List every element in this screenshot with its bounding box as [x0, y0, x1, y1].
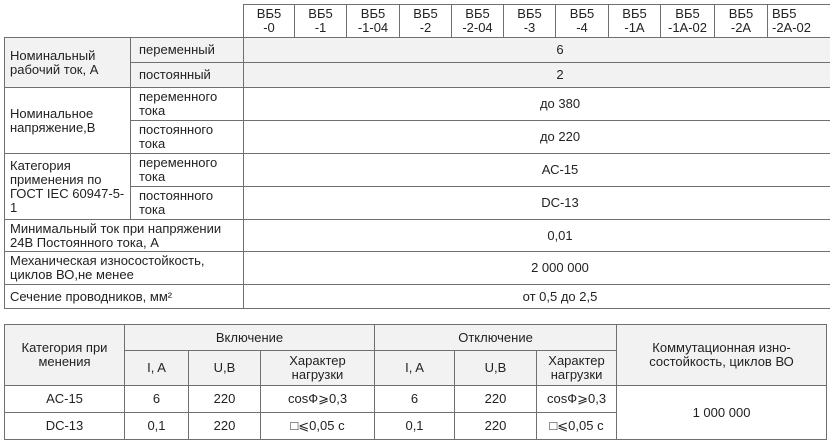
- specifications-table: [4, 4, 830, 309]
- model-header: ВБ5 -0: [244, 5, 295, 38]
- off-load-cell: cosФ⩾0,3: [537, 386, 617, 413]
- on-load-cell: cosФ⩾0,3: [261, 386, 375, 413]
- off-voltage-cell: 220: [455, 413, 537, 440]
- model-header: ВБ5 -2А-02: [768, 5, 830, 38]
- param-value: 2: [244, 63, 830, 88]
- on-voltage-cell: 220: [189, 386, 261, 413]
- sub-label: постоянный: [131, 63, 244, 88]
- sub-label: переменного тока: [131, 88, 244, 121]
- durability-header: Коммутационная изно-состойкость, циклов ВО: [617, 325, 827, 386]
- param-label: Категория применения по ГОСТ IEC 60947-5-1: [5, 154, 131, 220]
- off-voltage-cell: 220: [455, 386, 537, 413]
- category-cell: AC-15: [5, 386, 125, 413]
- param-label: Минимальный ток при напряжении 24В Постоянного тока, А: [5, 220, 244, 252]
- param-label: Номинальный рабочий ток, А: [5, 38, 131, 88]
- param-value: до 380: [244, 88, 830, 121]
- voltage-header: U,B: [189, 351, 261, 386]
- on-load-cell: □⩽0,05 c: [261, 413, 375, 440]
- category-header: Категория при менения: [5, 325, 125, 386]
- off-current-cell: 0,1: [375, 413, 455, 440]
- sub-label: постоянного тока: [131, 187, 244, 220]
- switching-table: [4, 324, 827, 440]
- off-current-cell: 6: [375, 386, 455, 413]
- param-label: Сечение проводников, мм²: [5, 285, 244, 309]
- model-header: ВБ5 -2-04: [452, 5, 504, 38]
- voltage-header: U,B: [455, 351, 537, 386]
- load-header: Характер нагрузки: [537, 351, 617, 386]
- on-header: Включение: [125, 325, 375, 351]
- category-cell: DC-13: [5, 413, 125, 440]
- param-value: АС-15: [244, 154, 830, 187]
- model-header: ВБ5 -1А-02: [661, 5, 715, 38]
- param-value: 6: [244, 38, 830, 63]
- param-label: Механическая износостойкость, циклов ВО,не менее: [5, 252, 244, 285]
- param-value: 2 000 000: [244, 252, 830, 285]
- on-current-cell: 6: [125, 386, 189, 413]
- param-label: Номинальное напряжение,В: [5, 88, 131, 154]
- model-header: ВБ5 -2А: [715, 5, 768, 38]
- current-header: I, A: [125, 351, 189, 386]
- durability-value: 1 000 000: [617, 386, 827, 440]
- header-blank: [5, 5, 244, 38]
- off-load-cell: □⩽0,05 c: [537, 413, 617, 440]
- load-header: Характер нагрузки: [261, 351, 375, 386]
- on-current-cell: 0,1: [125, 413, 189, 440]
- current-header: I, A: [375, 351, 455, 386]
- param-value: до 220: [244, 121, 830, 154]
- sub-label: переменного тока: [131, 154, 244, 187]
- param-value: DC-13: [244, 187, 830, 220]
- model-header: ВБ5 -1: [295, 5, 347, 38]
- param-value: 0,01: [244, 220, 830, 252]
- off-header: Отключение: [375, 325, 617, 351]
- model-header: ВБ5 -1-04: [347, 5, 400, 38]
- on-voltage-cell: 220: [189, 413, 261, 440]
- model-header: ВБ5 -1А: [609, 5, 661, 38]
- model-header: ВБ5 -3: [504, 5, 556, 38]
- param-value: от 0,5 до 2,5: [244, 285, 830, 309]
- sub-label: переменный: [131, 38, 244, 63]
- model-header: ВБ5 -4: [556, 5, 609, 38]
- sub-label: постоянного тока: [131, 121, 244, 154]
- model-header: ВБ5 -2: [400, 5, 452, 38]
